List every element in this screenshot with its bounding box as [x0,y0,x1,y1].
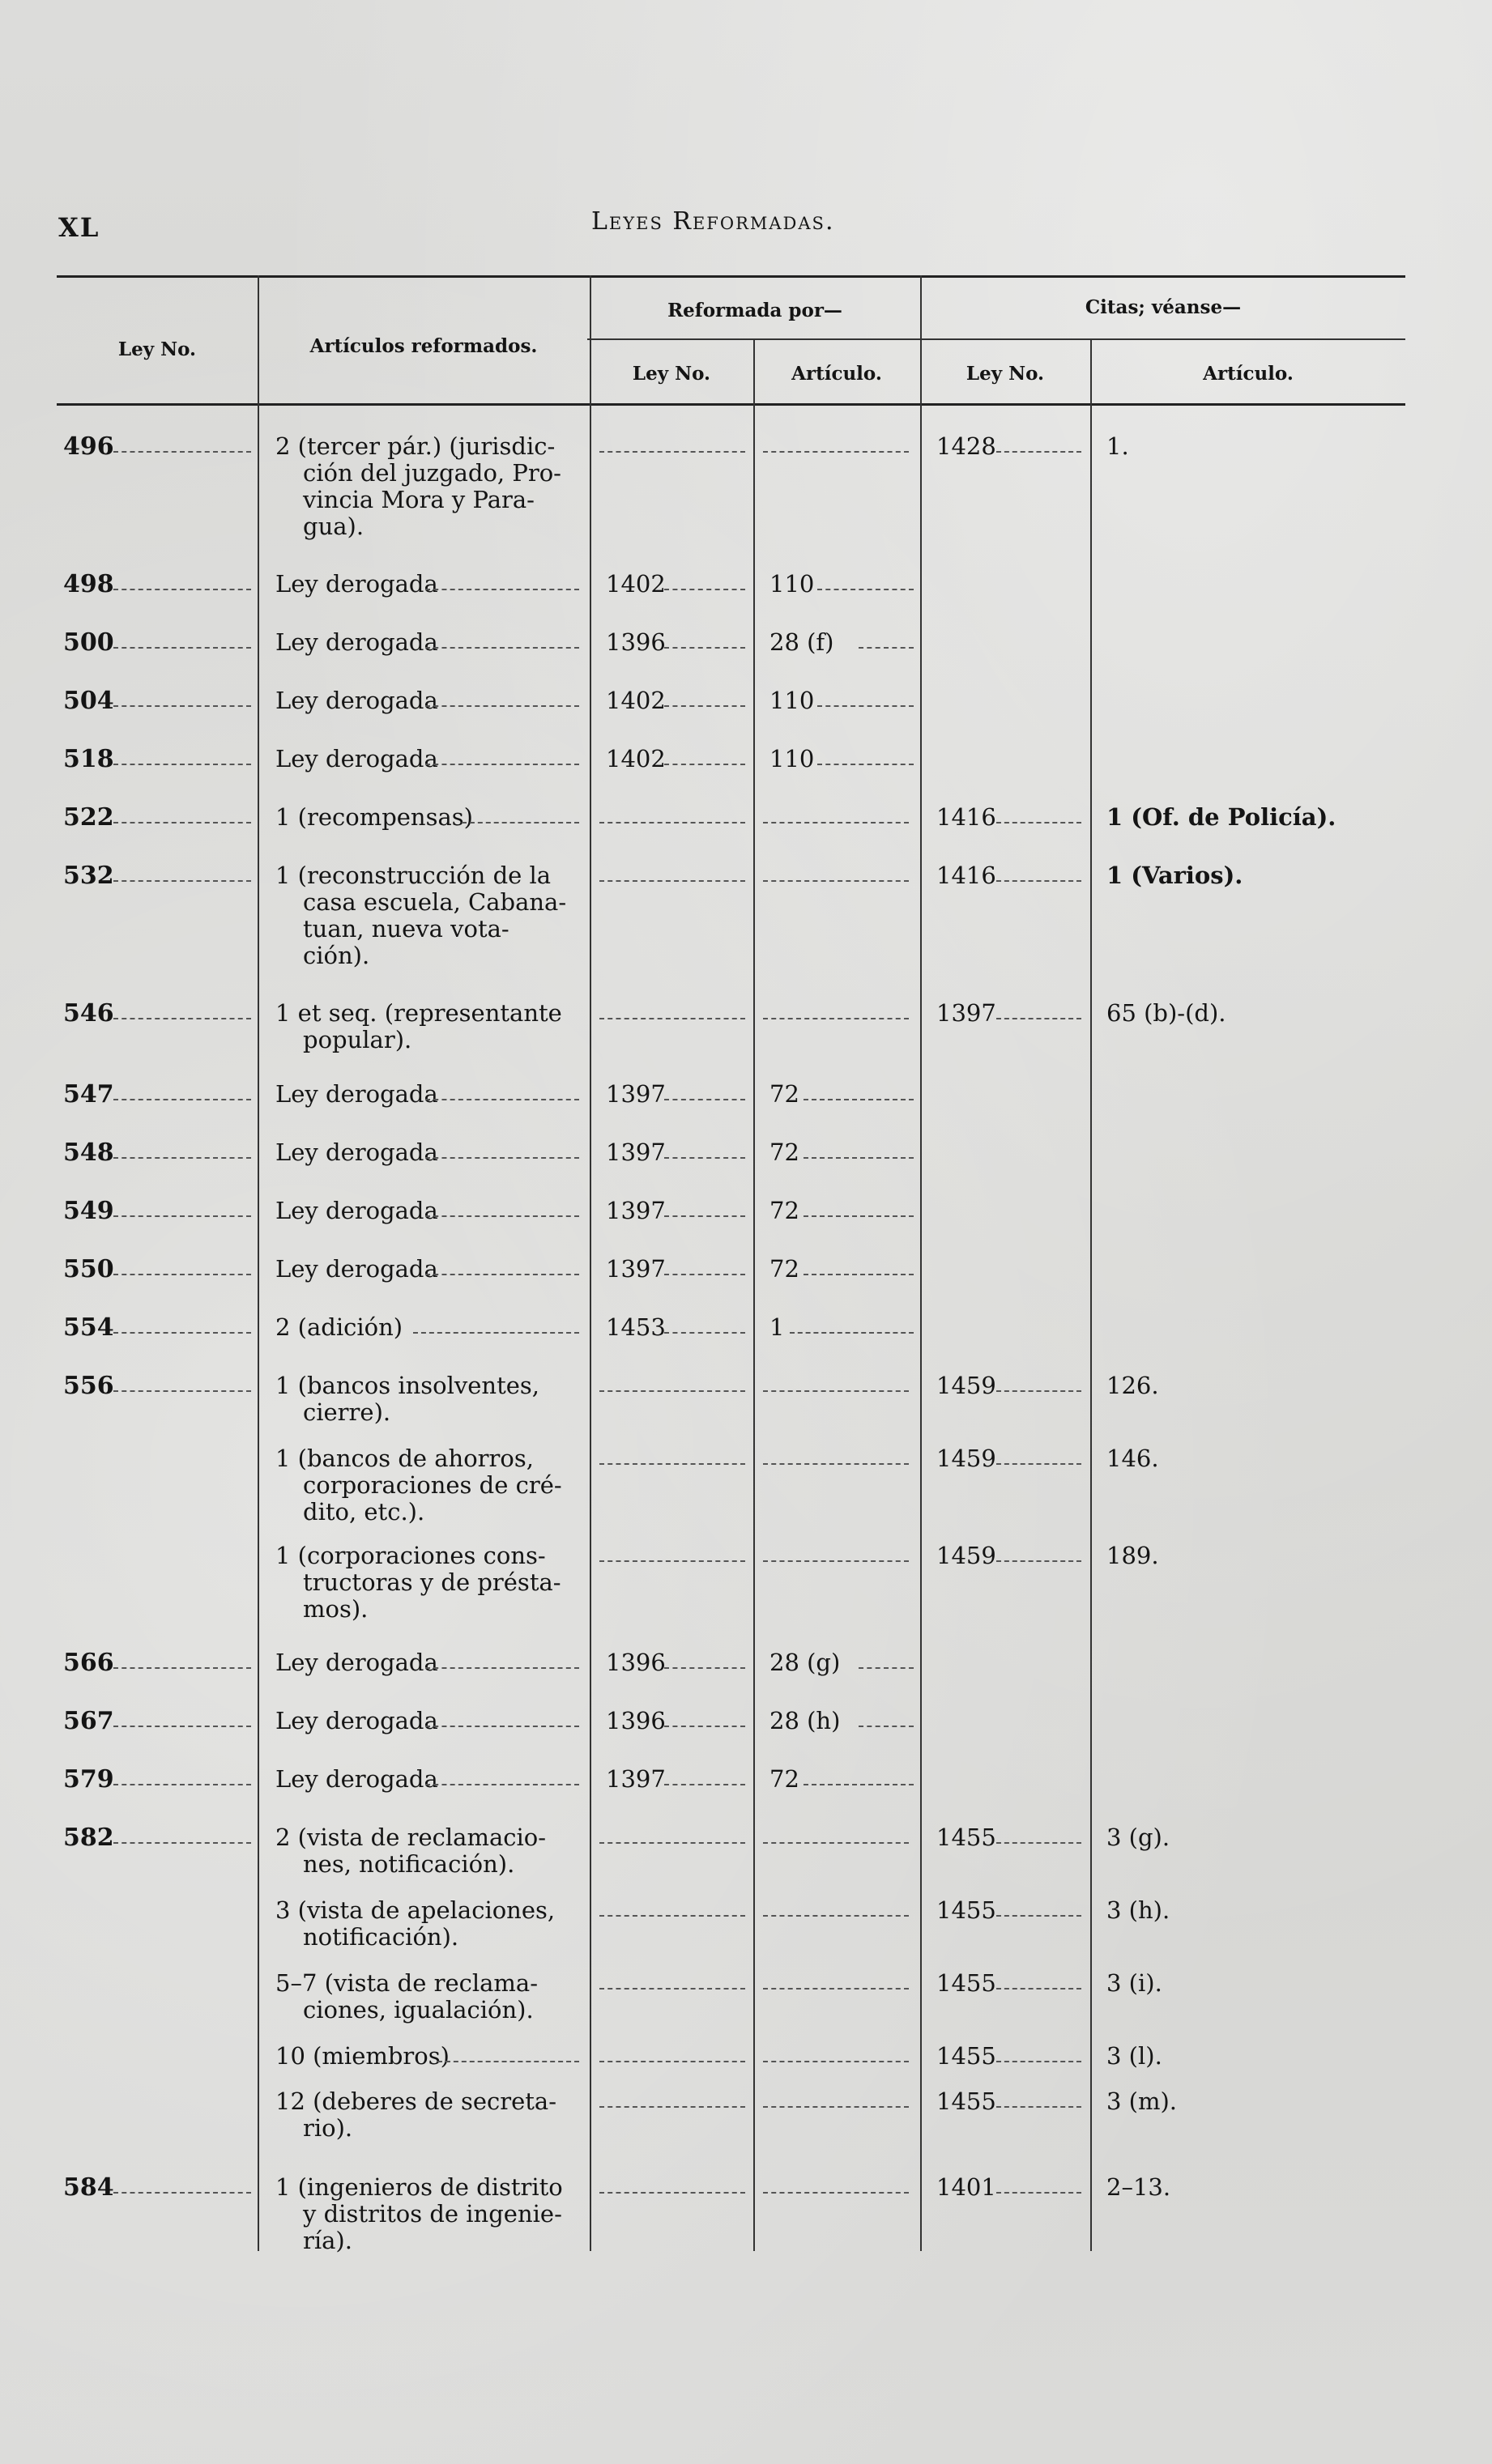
header-cit-ley-no: Ley No. [966,363,1045,385]
articulo-line: Ley derogada [275,1255,438,1283]
page-folio: XL [58,212,100,243]
ref-art-leader-dots [804,1215,914,1217]
articulo-line: 1 (reconstrucción de la [275,862,552,889]
cit-ley-leader-dots [996,1560,1081,1562]
ref-art-leader-dots [817,705,914,707]
header-articulos: Artículos reformados. [309,335,538,357]
col-divider-1 [258,275,259,2251]
cita-ley-no: 1459 [936,1542,996,1569]
ref-art-leader-dots [804,1784,914,1785]
articulo-line: 1 (corporaciones cons- [275,1542,546,1569]
ley-number: 532 [63,862,114,890]
articulo-line: corporaciones de cré- [303,1471,562,1499]
articulos-reformados [275,1649,575,1676]
articulo-line: 1 et seq. (representante [275,999,562,1027]
ref-ley-empty-dots [599,451,745,453]
cit-ley-leader-dots [996,1842,1081,1844]
ley-leader-dots [113,764,251,765]
articulos-reformados [275,1198,575,1224]
ref-ley-leader-dots [664,1667,745,1669]
reformada-ley-no: 1396 [606,1707,666,1734]
ref-ley-leader-dots [664,764,745,765]
ref-art-leader-dots [804,1157,914,1159]
ley-leader-dots [113,589,251,590]
reformada-ley-no: 1397 [606,1255,666,1283]
articulo-line: mos). [303,1595,369,1623]
ref-ley-leader-dots [664,705,745,707]
ley-number: 498 [63,570,114,598]
ref-ley-empty-dots [599,1390,745,1392]
ley-number: 567 [63,1707,114,1735]
articulos-reformados [275,1824,575,1878]
articulo-line: 2 (vista de reclamacio- [275,1824,547,1851]
articulo-line: Ley derogada [275,687,438,714]
cit-ley-leader-dots [996,1018,1081,1019]
ref-art-empty-dots [763,1842,909,1844]
articulo-line: 5–7 (vista de reclama- [275,1969,538,1997]
articulo-line: nes, notificación). [303,1850,515,1878]
cit-ley-leader-dots [996,880,1081,882]
ley-number: 518 [63,745,114,773]
reformada-articulo: 72 [769,1080,799,1108]
ref-ley-empty-dots [599,2061,745,2062]
articulos-reformados [275,1256,575,1283]
ref-art-empty-dots [763,822,909,823]
cita-articulo: 1. [1106,432,1129,460]
ref-ley-leader-dots [664,1215,745,1217]
articulo-leader-dots [425,705,579,707]
reformada-articulo: 72 [769,1138,799,1166]
reformada-ley-no: 1396 [606,1649,666,1676]
cita-ley-no: 1455 [936,1824,996,1851]
reformada-ley-no: 1402 [606,570,666,598]
ref-art-leader-dots [859,1667,914,1669]
articulo-leader-dots [425,1667,579,1669]
articulo-line: Ley derogada [275,1765,438,1793]
cit-ley-leader-dots [996,2192,1081,2194]
reformada-ley-no: 1402 [606,745,666,772]
cita-articulo: 3 (g). [1106,1824,1170,1851]
articulo-line: Ley derogada [275,1707,438,1734]
articulos-reformados [275,862,575,969]
header-citas: Citas; véanse— [1085,296,1242,318]
cita-articulo: 189. [1106,1542,1159,1569]
reformada-ley-no: 1453 [606,1313,666,1341]
articulo-line: 1 (ingenieros de distrito [275,2173,563,2201]
ref-art-empty-dots [763,1390,909,1392]
ref-ley-empty-dots [599,1842,745,1844]
reformada-articulo: 110 [769,570,815,598]
ley-number: 554 [63,1313,114,1342]
articulo-leader-dots [413,1332,579,1334]
cit-ley-leader-dots [996,2061,1081,2062]
articulo-line: Ley derogada [275,1080,438,1108]
articulo-line: Ley derogada [275,628,438,656]
ref-ley-empty-dots [599,2192,745,2194]
articulos-reformados [275,1708,575,1734]
articulo-line: casa escuela, Cabana- [303,888,567,916]
ref-ley-empty-dots [599,1560,745,1562]
ref-art-empty-dots [763,1018,909,1019]
cita-ley-no: 1428 [936,432,996,460]
ref-art-empty-dots [763,1915,909,1917]
reformada-ley-no: 1396 [606,628,666,656]
header-ref-ley-no: Ley No. [632,363,711,385]
ref-ley-empty-dots [599,1463,745,1465]
articulos-reformados [275,571,575,598]
articulos-reformados [275,2088,575,2142]
ley-number: 500 [63,628,114,657]
ref-art-empty-dots [763,2192,909,2194]
cit-ley-leader-dots [996,451,1081,453]
reformada-articulo: 28 (h) [769,1707,841,1734]
ley-leader-dots [113,1215,251,1217]
ley-leader-dots [113,1018,251,1019]
ley-leader-dots [113,1842,251,1844]
ref-ley-empty-dots [599,822,745,823]
ley-leader-dots [113,1784,251,1785]
articulos-reformados [275,804,575,831]
ref-ley-empty-dots [599,1018,745,1019]
ref-art-leader-dots [804,1274,914,1275]
ref-art-leader-dots [817,589,914,590]
reformada-ley-no: 1397 [606,1080,666,1108]
articulos-reformados [275,433,575,540]
cita-articulo: 3 (i). [1106,1969,1162,1997]
cita-ley-no: 1416 [936,803,996,831]
ley-number: 522 [63,803,114,832]
cita-ley-no: 1455 [936,2087,996,2115]
articulo-line: popular). [303,1026,412,1053]
articulo-line: tructoras y de présta- [303,1568,561,1596]
ref-art-empty-dots [763,2106,909,2108]
articulos-reformados [275,746,575,772]
ref-art-leader-dots [859,1726,914,1727]
ref-ley-leader-dots [664,589,745,590]
articulo-line: tuan, nueva vota- [303,915,509,943]
ley-leader-dots [113,822,251,823]
articulo-leader-dots [425,589,579,590]
cit-ley-leader-dots [996,1915,1081,1917]
reformada-ley-no: 1397 [606,1765,666,1793]
ley-leader-dots [113,451,251,453]
ref-ley-leader-dots [664,1274,745,1275]
cit-ley-leader-dots [996,1390,1081,1392]
ley-number: 579 [63,1765,114,1794]
ref-ley-leader-dots [664,1157,745,1159]
ref-art-empty-dots [763,880,909,882]
ley-leader-dots [113,1667,251,1669]
ley-number: 582 [63,1824,114,1852]
reformada-articulo: 110 [769,745,815,772]
articulo-line: ción del juzgado, Pro- [303,459,561,487]
ref-ley-leader-dots [664,1332,745,1334]
articulos-reformados [275,2174,575,2254]
header-ley-no: Ley No. [117,338,197,360]
col-divider-2 [590,275,591,2251]
articulo-leader-dots [462,822,579,823]
ref-ley-leader-dots [664,1099,745,1100]
cita-ley-no: 1455 [936,1896,996,1924]
ref-art-empty-dots [763,1988,909,1989]
ref-art-leader-dots [859,647,914,649]
articulo-leader-dots [425,1099,579,1100]
reformada-articulo: 72 [769,1255,799,1283]
articulo-leader-dots [425,764,579,765]
reformada-ley-no: 1397 [606,1138,666,1166]
cita-ley-no: 1401 [936,2173,996,2201]
ref-ley-empty-dots [599,1915,745,1917]
articulo-leader-dots [437,2061,579,2062]
reformada-ley-no: 1397 [606,1197,666,1224]
ley-leader-dots [113,1390,251,1392]
articulo-leader-dots [425,1274,579,1275]
ley-leader-dots [113,1726,251,1727]
ref-art-leader-dots [817,764,914,765]
ref-ley-empty-dots [599,1988,745,1989]
col-divider-5 [1090,338,1092,2251]
reformada-articulo: 28 (f) [769,628,834,656]
articulo-line: 1 (bancos de ahorros, [275,1445,534,1472]
articulo-line: 2 (adición) [275,1313,403,1341]
cita-ley-no: 1459 [936,1372,996,1399]
ley-number: 549 [63,1197,114,1225]
ley-number: 496 [63,432,114,461]
ley-number: 548 [63,1138,114,1167]
cita-ley-no: 1459 [936,1445,996,1472]
articulo-line: vincia Mora y Para- [303,486,535,513]
header-ref-articulo: Artículo. [791,363,882,385]
ref-art-empty-dots [763,1463,909,1465]
articulos-reformados [275,1000,575,1053]
header-reformada-por: Reformada por— [667,300,842,321]
articulo-line: Ley derogada [275,1649,438,1676]
articulo-line: 10 (miembros) [275,2042,450,2070]
cita-articulo: 1 (Of. de Policía). [1106,803,1336,831]
articulo-leader-dots [425,1215,579,1217]
articulos-reformados [275,1543,575,1623]
articulo-line: rio). [303,2114,353,2142]
cita-articulo: 1 (Varios). [1106,862,1243,889]
articulos-reformados [275,629,575,656]
articulo-line: Ley derogada [275,745,438,772]
cita-ley-no: 1416 [936,862,996,889]
cit-ley-leader-dots [996,2106,1081,2108]
ley-leader-dots [113,880,251,882]
articulo-line: 2 (tercer pár.) (jurisdic- [275,432,556,460]
ley-number: 556 [63,1372,114,1400]
cit-ley-leader-dots [996,1463,1081,1465]
ley-leader-dots [113,647,251,649]
articulo-line: ción). [303,942,370,969]
articulos-reformados [275,1372,575,1426]
col-divider-3 [753,338,755,2251]
ley-leader-dots [113,705,251,707]
cita-ley-no: 1455 [936,2042,996,2070]
ref-art-leader-dots [804,1099,914,1100]
cita-articulo: 126. [1106,1372,1159,1399]
cit-ley-leader-dots [996,822,1081,823]
ley-leader-dots [113,1332,251,1334]
cita-ley-no: 1455 [936,1969,996,1997]
ley-number: 547 [63,1080,114,1109]
cita-articulo: 3 (m). [1106,2087,1178,2115]
reformada-articulo: 1 [769,1313,785,1341]
articulo-line: 1 (recompensas) [275,803,473,831]
ley-number: 504 [63,687,114,715]
ref-art-leader-dots [790,1332,914,1334]
articulo-line: 12 (deberes de secreta- [275,2087,557,2115]
ley-number: 566 [63,1649,114,1677]
running-title: Leyes Reformadas. [591,207,835,236]
ref-ley-empty-dots [599,880,745,882]
ley-leader-dots [113,2192,251,2194]
cita-articulo: 65 (b)-(d). [1106,999,1226,1027]
cita-articulo: 146. [1106,1445,1159,1472]
ley-number: 546 [63,999,114,1028]
articulo-line: 3 (vista de apelaciones, [275,1896,556,1924]
articulo-line: notificación). [303,1923,459,1951]
ley-leader-dots [113,1274,251,1275]
ref-ley-empty-dots [599,2106,745,2108]
articulo-line: dito, etc.). [303,1498,425,1526]
articulo-line: 1 (bancos insolventes, [275,1372,540,1399]
reformada-articulo: 110 [769,687,815,714]
header-sub-rule-right [919,338,1405,340]
articulo-line: y distritos de ingenie- [303,2200,562,2228]
ley-number: 584 [63,2173,114,2202]
ley-leader-dots [113,1099,251,1100]
ref-ley-leader-dots [664,647,745,649]
articulo-line: Ley derogada [275,1138,438,1166]
cita-articulo: 3 (l). [1106,2042,1162,2070]
articulos-reformados [275,1314,575,1341]
articulos-reformados [275,1139,575,1166]
ref-art-empty-dots [763,1560,909,1562]
cita-ley-no: 1397 [936,999,996,1027]
articulo-line: Ley derogada [275,570,438,598]
articulo-leader-dots [425,647,579,649]
articulo-line: cierre). [303,1398,391,1426]
ref-art-empty-dots [763,451,909,453]
ley-leader-dots [113,1157,251,1159]
articulo-leader-dots [425,1157,579,1159]
articulos-reformados [275,687,575,714]
reformada-ley-no: 1402 [606,687,666,714]
reformada-articulo: 28 (g) [769,1649,841,1676]
articulo-line: ciones, igualación). [303,1996,534,2024]
cita-articulo: 3 (h). [1106,1896,1170,1924]
col-divider-4 [920,275,922,2251]
articulo-line: Ley derogada [275,1197,438,1224]
cita-articulo: 2–13. [1106,2173,1171,2201]
reformada-articulo: 72 [769,1197,799,1224]
ref-art-empty-dots [763,2061,909,2062]
articulo-leader-dots [425,1726,579,1727]
articulo-leader-dots [425,1784,579,1785]
articulos-reformados [275,1445,575,1526]
header-cit-articulo: Artículo. [1203,363,1294,385]
articulo-line: gua). [303,513,364,540]
ref-ley-leader-dots [664,1726,745,1727]
ley-number: 550 [63,1255,114,1283]
articulos-reformados [275,1897,575,1951]
reformada-articulo: 72 [769,1765,799,1793]
cit-ley-leader-dots [996,1988,1081,1989]
articulos-reformados [275,1970,575,2024]
articulo-line: ría). [303,2227,352,2254]
articulos-reformados [275,1766,575,1793]
articulos-reformados [275,1081,575,1108]
ref-ley-leader-dots [664,1784,745,1785]
articulos-reformados [275,2043,575,2070]
